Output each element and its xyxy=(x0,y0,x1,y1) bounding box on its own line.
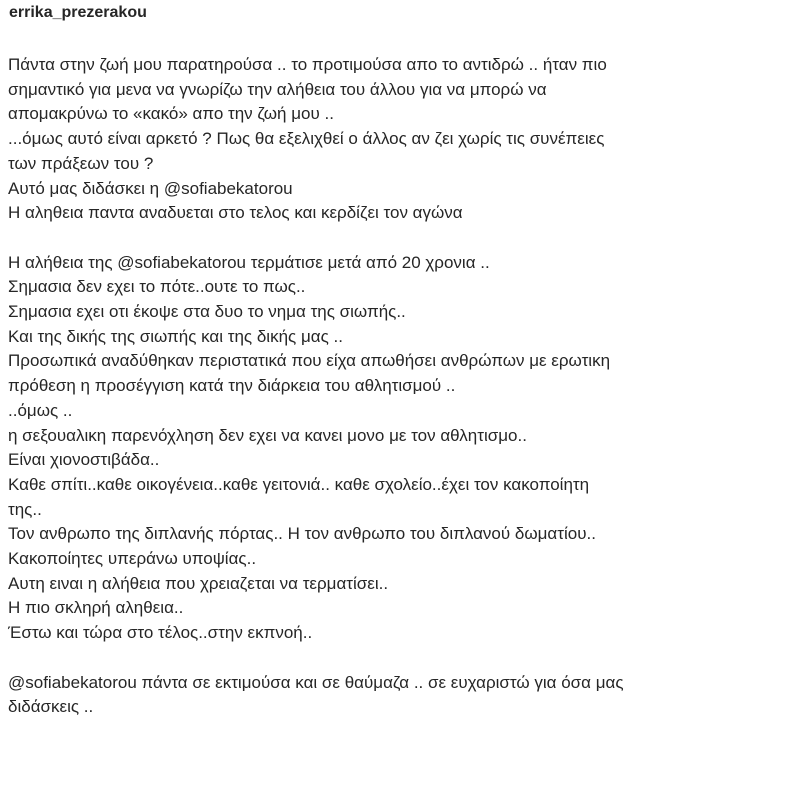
caption-line: Η αληθεια παντα αναδυεται στο τελος και κερδίζει τον αγώνα xyxy=(8,203,463,223)
caption-line: Είναι χιονοστιβάδα.. xyxy=(8,450,160,470)
paragraph-gap xyxy=(8,226,793,251)
mention-link-sofiabekatorou[interactable]: @sofiabekatorou xyxy=(117,252,247,272)
caption-line: η σεξουαλικη παρενόχληση δεν εχει να κανει μονο με τον αθλητισμο.. xyxy=(8,425,527,445)
caption-line: Και της δικής της σιωπής και της δικής μας .. xyxy=(8,326,343,346)
caption-line: Προσωπικά αναδύθηκαν περιστατικά που είχα απωθήσει ανθρώπων με ερωτικη xyxy=(8,351,611,371)
caption-line: πρόθεση η προσέγγιση κατά την διάρκεια του αθλητισμού .. xyxy=(8,376,456,396)
caption-line: Κακοποίητες υπεράνω υποψίας.. xyxy=(8,549,257,569)
caption-line: Σημασια εχει οτι έκοψε στα δυο το νημα της σιωπής.. xyxy=(8,302,406,322)
caption-line: Σημασια δεν εχει το πότε..ουτε το πως.. xyxy=(8,277,306,297)
caption-line-with-mention xyxy=(8,671,793,696)
caption-line: απομακρύνω το «κακό» απο την ζωή μου .. xyxy=(8,104,334,124)
caption-line: της.. xyxy=(8,499,42,519)
caption-line: Έστω και τώρα στο τέλος..στην εκπνοή.. xyxy=(8,623,313,643)
caption-line: Πάντα στην ζωή μου παρατηρούσα .. το προτιμούσα απο το αντιδρώ .. ήταν πιο xyxy=(8,55,607,74)
caption-text xyxy=(8,53,793,720)
caption-line: ..όμως .. xyxy=(8,400,73,420)
mention-link-sofiabekatorou[interactable]: @sofiabekatorou xyxy=(163,178,293,198)
caption-line: ...όμως αυτό είναι αρκετό ? Πως θα εξελιχθεί ο άλλος αν ζει χωρίς τις συνέπειες xyxy=(8,129,605,149)
caption-line: σημαντικό για μενα να γνωρίζω την αλήθεια του άλλου για να μπορώ να xyxy=(8,79,547,99)
caption-line: Καθε σπίτι..καθε οικογένεια..καθε γειτονιά.. καθε σχολείο..έχει τον κακοποίητη xyxy=(8,474,590,494)
caption-text-segment: Αυτό μας διδάσκει η xyxy=(8,178,164,198)
paragraph-gap xyxy=(8,646,793,671)
caption-line-with-mention xyxy=(8,177,793,202)
caption-line: Η πιο σκληρή αληθεια.. xyxy=(8,598,184,618)
mention-link-sofiabekatorou[interactable]: @sofiabekatorou xyxy=(8,672,137,692)
caption-line-with-mention xyxy=(8,251,793,276)
caption-text-segment: Η αλήθεια της xyxy=(8,252,118,272)
caption-text-segment: πάντα σε εκτιμούσα και σε θαύμαζα .. σε ευχαριστώ για όσα μας xyxy=(136,672,624,692)
caption-text-segment: τερμάτισε μετά από 20 χρονια .. xyxy=(246,252,490,272)
caption-line: Τον ανθρωπο της διπλανής πόρτας.. Η τον ανθρωπο του διπλανού δωματίου.. xyxy=(8,524,596,544)
caption-line: Αυτη ειναι η αλήθεια που χρειαζεται να τερματίσει.. xyxy=(8,573,389,593)
caption-line: των πράξεων του ? xyxy=(8,153,154,173)
post-username-link[interactable]: errika_prezerakou xyxy=(9,4,147,21)
caption-line: διδάσκεις .. xyxy=(8,697,94,717)
